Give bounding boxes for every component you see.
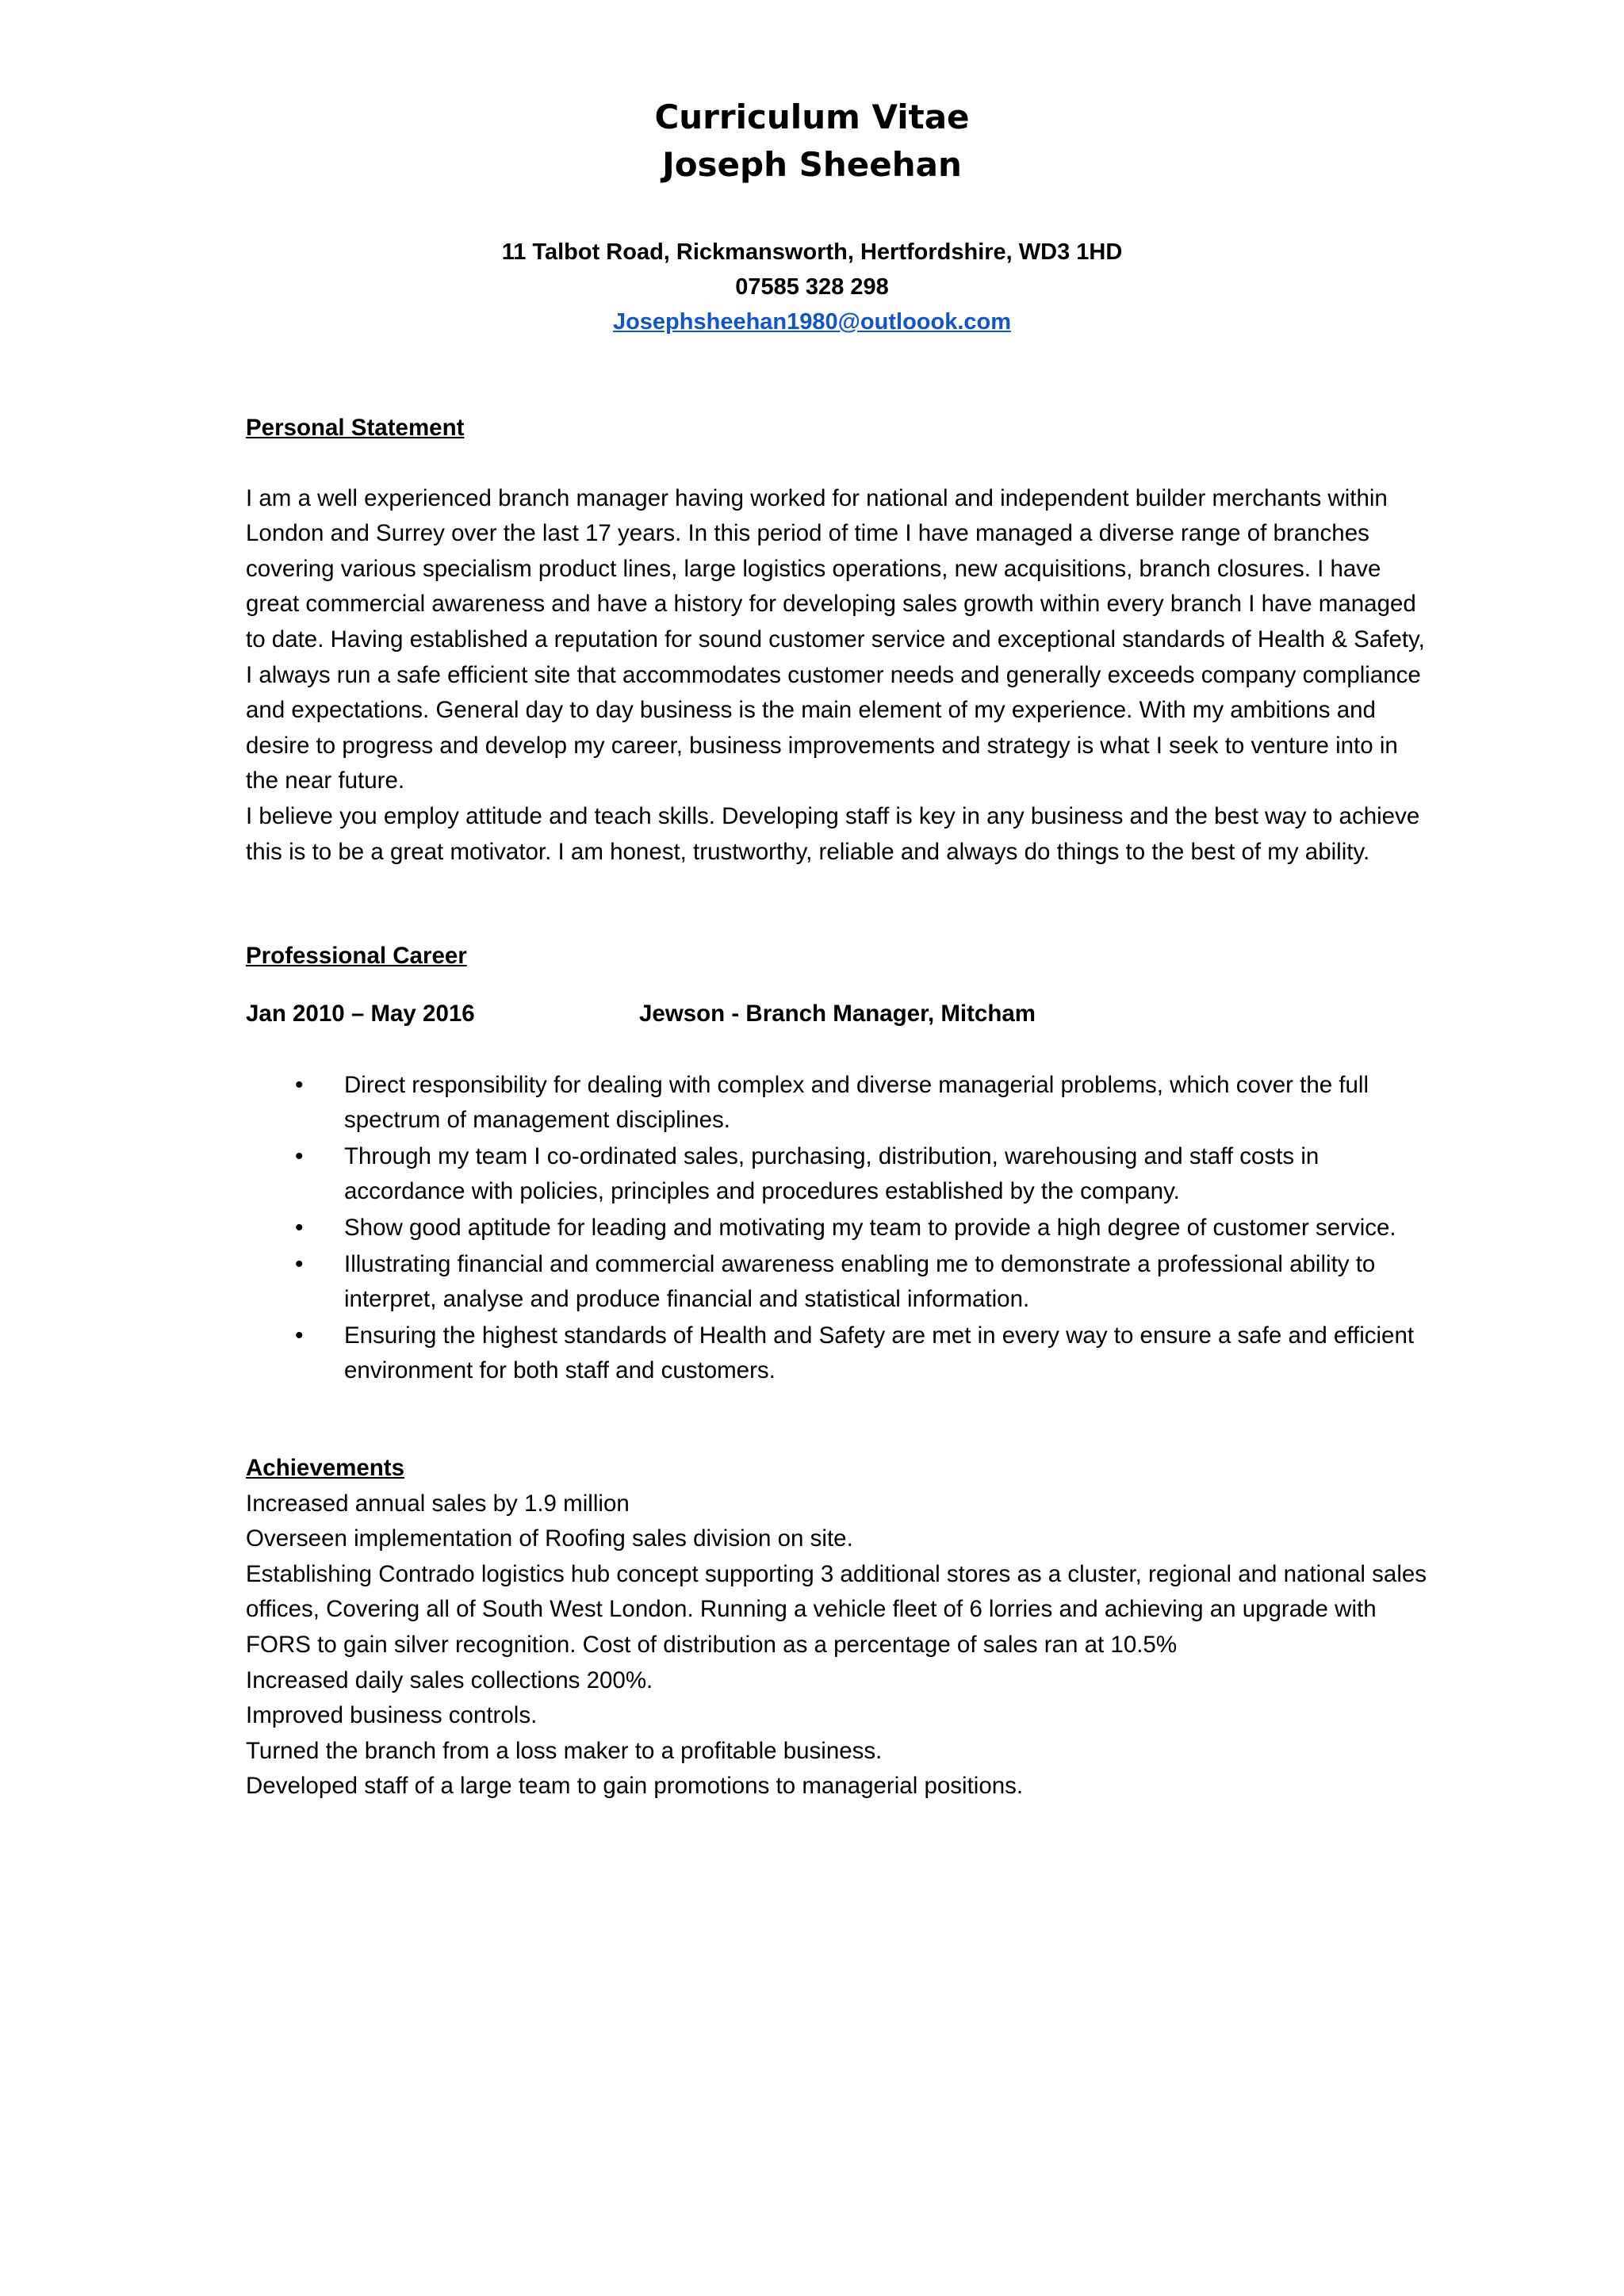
list-item: • Ensuring the highest standards of Health and Safety are met in every way to ensure a safe and efficient environment for both staff and customers. <box>246 1318 1435 1389</box>
achievement-item: Increased annual sales by 1.9 million <box>246 1490 630 1517</box>
achievement-item: Increased daily sales collections 200%. <box>246 1667 653 1693</box>
job-role: Jewson - Branch Manager, Mitcham <box>639 1000 1036 1027</box>
professional-career-heading: Professional Career <box>246 943 467 969</box>
job-responsibilities-list <box>246 1068 1435 1389</box>
personal-statement-section <box>246 411 1435 870</box>
address: 11 Talbot Road, Rickmansworth, Hertfordshire, WD3 1HD <box>501 239 1123 265</box>
professional-career-section <box>246 939 1435 1390</box>
personal-statement-paragraph: I believe you employ attitude and teach skills. Developing staff is key in any business and the best way to achieve this is to be a great motivator. I am honest, trustworthy, reliable and always do things to the best of my ability. <box>246 802 1420 865</box>
list-item: • Through my team I co-ordinated sales, purchasing, distribution, warehousing and staff costs in accordance with policies, principles and procedures established by the company. <box>246 1139 1435 1210</box>
list-item: • Show good aptitude for leading and motivating my team to provide a high degree of customer service. <box>246 1211 1435 1246</box>
document-title: Curriculum Vitae <box>654 98 970 136</box>
achievement-item: Overseen implementation of Roofing sales division on site. <box>246 1525 853 1552</box>
email-link[interactable]: Josephsheehan1980@outloook.com <box>612 309 1012 335</box>
achievement-item: Improved business controls. <box>246 1702 538 1729</box>
cv-title-block <box>0 94 1624 189</box>
achievement-item: Turned the branch from a loss maker to a profitable business. <box>246 1737 883 1764</box>
achievements-section <box>246 1451 1435 1804</box>
job-header <box>246 997 1435 1031</box>
list-item: • Direct responsibility for dealing with complex and diverse managerial problems, which cover the full spectrum of management disciplines. <box>246 1068 1435 1138</box>
contact-block <box>0 235 1624 339</box>
achievements-heading: Achievements <box>246 1455 405 1481</box>
list-item: • Illustrating financial and commercial awareness enabling me to demonstrate a professional ability to interpret, analyse and produce financial and statistical information. <box>246 1247 1435 1318</box>
achievement-item: Establishing Contrado logistics hub concept supporting 3 additional stores as a cluster, regional and national sales offices, Covering all of South West London. Running a vehicle fleet of 6 lorries and achieving an upgrade with FORS to gain silver recognition. Cost of distribution as a percentage of sales ran at 10.5% <box>246 1560 1427 1658</box>
job-dates: Jan 2010 – May 2016 <box>246 1000 475 1027</box>
personal-statement-paragraph: I am a well experienced branch manager having worked for national and independent builder merchants within London and Surrey over the last 17 years. In this period of time I have managed a diverse range of branches covering various specialism product lines, large logistics operations, new acquisitions, branch closures. I have great commercial awareness and have a history for developing sales growth within every branch I have managed to date. Having established a reputation for sound customer service and exceptional standards of Health & Safety, I always run a safe efficient site that accommodates customer needs and generally exceeds company compliance and expectations. General day to day business is the main element of my experience. With my ambitions and desire to progress and develop my career, business improvements and strategy is what I seek to venture into in the near future. <box>246 484 1425 794</box>
candidate-name: Joseph Sheehan <box>662 145 962 184</box>
phone-number: 07585 328 298 <box>735 274 889 300</box>
achievement-item: Developed staff of a large team to gain promotions to managerial positions. <box>246 1773 1024 1800</box>
personal-statement-heading: Personal Statement <box>246 415 465 441</box>
